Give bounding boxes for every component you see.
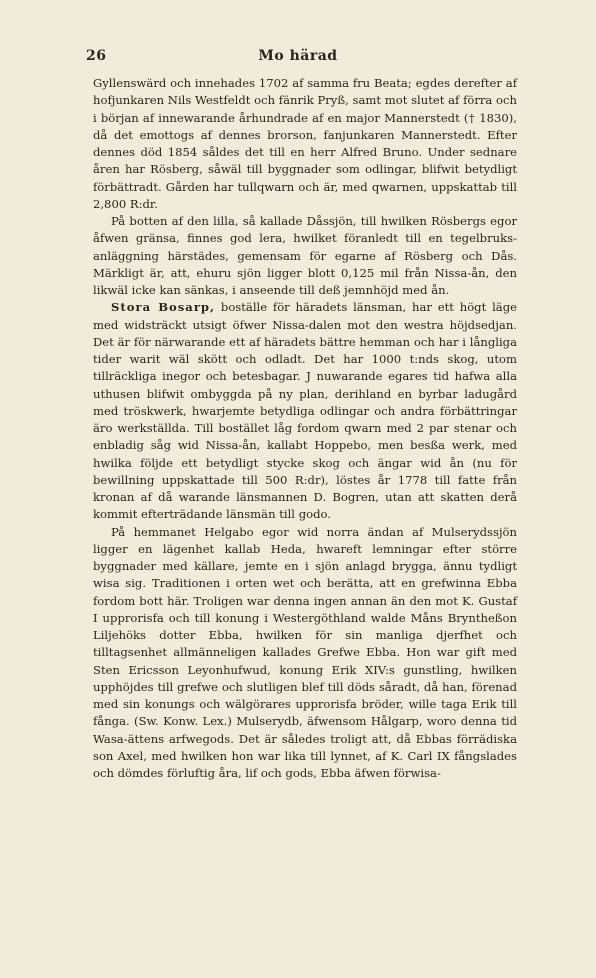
- paragraph-stora-bosarp: [93, 299, 517, 523]
- entry-heading: Stora Bosarp,: [111, 300, 216, 315]
- paragraph-text: På botten af den lilla, så kallade Dåssjön, till hwilken Rösbergs egor åfwen gränsa, finnes god lera, hwilket föranledt till en tegelbruks-anläggning härstädes, gemensam för egarne af Rösberg och Dås. Märkligt är, att, ehuru sjön ligger blott 0,125 mil från Nissa-ån, den likwäl icke kan sänkas, i anseende till deß jemnhöjd med ån.: [93, 214, 517, 297]
- running-title: Mo härad: [258, 48, 338, 64]
- page-header: [86, 48, 510, 72]
- page-number: 26: [86, 48, 107, 64]
- paragraph-dassjon: [93, 213, 517, 299]
- paragraph-rosberg-history: [93, 75, 517, 213]
- paragraph-text: boställe för häradets länsman, har ett högt läge med widsträckt utsigt öfwer Nissa-dalen mot den westra höjdsedjan. Det är för närwarande ett af häradets bättre hemman och har i långliga tider warit wäl skött och odladt. Det har 1000 t:nds skog, utom tillräckliga inegor och betesbagar. J nuwarande egares tid hafwa alla uthusen blifwit ombyggda på ny plan, derihland en byrbar ladugård med tröskwerk, hwarjemte betydliga odlingar och andra förbättringar äro werkställda. Till bostället låg fordom qwarn med 2 par stenar och enbladig såg wid Nissa-ån, kallabt Hoppebo, men besßa werk, med hwilka följde ett betydligt stycke skog och ängar wid ån (nu för bewillning uppskattade till 500 R:dr), löstes år 1778 till fatte från kronan af då warande länsmannen D. Bogren, utan att skatten derå kommit efterträdande länsmän till godo.: [93, 300, 517, 522]
- paragraph-text: Gyllenswärd och innehades 1702 af samma fru Beata; egdes derefter af hofjunkaren Nils Westfeldt och fänrik Pryß, samt mot slutet af förra och i början af innewarande århundrade af en major Mannerstedt († 1830), då det emottogs af dennes brorson, fanjunkaren Mannerstedt. Efter dennes död 1854 såldes det till en herr Alfred Bruno. Under sednare åren har Rösberg, såwäl till byggnader som odlingar, blifwit betydligt förbättradt. Gården har tullqwarn och är, med qwarnen, uppskattab till 2,800 R:dr.: [93, 76, 517, 211]
- paragraph-helgabo-heda: [93, 524, 517, 783]
- page-body: [93, 75, 517, 782]
- paragraph-text: På hemmanet Helgabo egor wid norra ändan af Mulserydssjön ligger en lägenhet kallab Heda, hwareft lemningar efter större byggnader med källare, jemte en i sjön anlagd brygga, ännu tydligt wisa sig. Traditionen i orten wet och berätta, att en grefwinna Ebba fordom bott här. Troligen war denna ingen annan än den mot K. Gustaf I upprorisfa och till konung i Westergöthland walde Måns Bryntheßon Liljehöks dotter Ebba, hwilken för sin manliga djerfhet och tilltagsenhet allmänneligen kallades Grefwe Ebba. Hon war gift med Sten Ericsson Leyonhufwud, konung Erik XIV:s gunstling, hwilken upphöjdes till grefwe och slutligen blef till döds såradt, då han, förenad med sin konungs och wälgörares upprorisfa bröder, wille taga Erik till fånga. (Sw. Konw. Lex.) Mulserydb, äfwensom Hålgarp, woro denna tid Wasa-ättens arfwegods. Det är således troligt att, då Ebbas förrädiska son Axel, med hwilken hon war lika till lynnet, af K. Carl IX fångslades och dömdes förluftig åra, lif och gods, Ebba äfwen förwisa-: [93, 524, 517, 780]
